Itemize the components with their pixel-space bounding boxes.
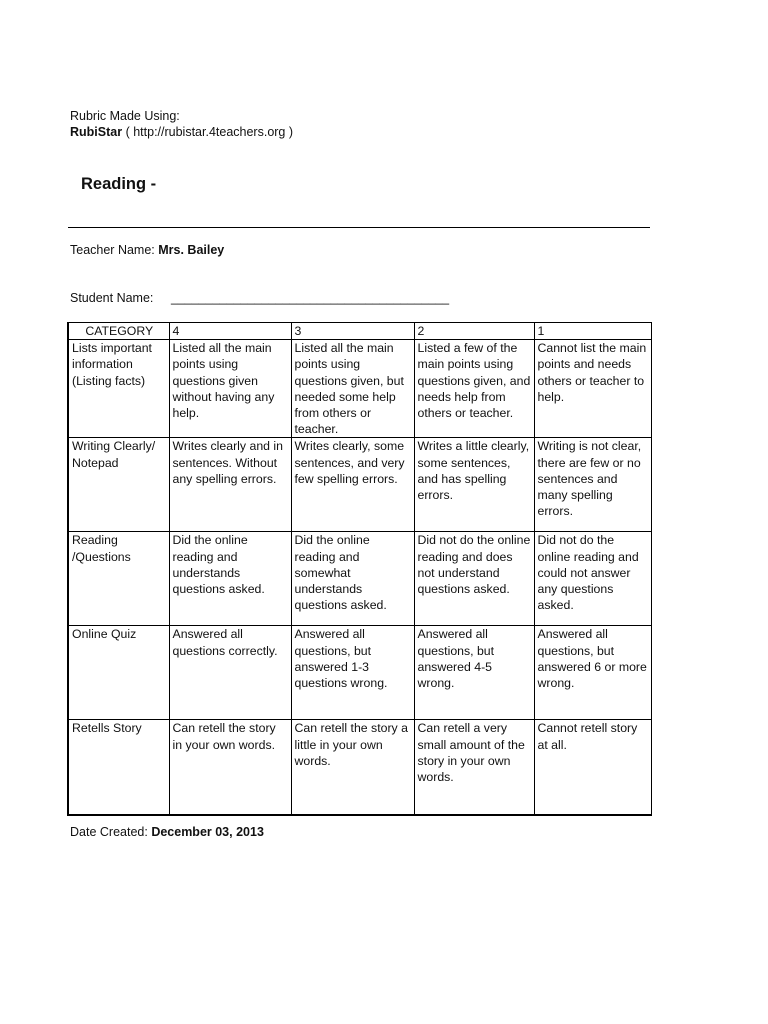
table-row (68, 340, 651, 438)
teacher-name-value: Mrs. Bailey (158, 243, 225, 257)
header-score-1: 1 (534, 323, 651, 340)
header-category: CATEGORY (68, 323, 169, 340)
rubric-header-row (68, 323, 651, 340)
teacher-name-line (70, 243, 224, 257)
row-category: Reading /Questions (68, 532, 169, 626)
date-created-value: December 03, 2013 (151, 825, 264, 839)
date-created-line (70, 825, 264, 839)
student-name-label: Student Name: (70, 291, 154, 305)
rubistar-url: ( http://rubistar.4teachers.org ) (125, 125, 294, 139)
table-row (68, 626, 651, 720)
student-name-blank: ________________________________________ (171, 291, 450, 305)
cell-score-3: Answered all questions, but answered 1-3 questions wrong. (291, 626, 414, 720)
page-title: Reading - (81, 175, 157, 193)
table-row (68, 438, 651, 532)
cell-score-2: Did not do the online reading and does not understand questions asked. (414, 532, 534, 626)
cell-score-3: Can retell the story a little in your own words. (291, 720, 414, 815)
rubistar-credit (70, 125, 293, 139)
cell-score-4: Did the online reading and understands questions asked. (169, 532, 291, 626)
rubistar-name: RubiStar (70, 125, 123, 139)
cell-score-2: Listed a few of the main points using questions given, and needs help from others or teacher. (414, 340, 534, 438)
cell-score-3: Writes clearly, some sentences, and very few spelling errors. (291, 438, 414, 532)
rubric-table (67, 322, 652, 816)
table-row (68, 532, 651, 626)
cell-score-3: Did the online reading and somewhat understands questions asked. (291, 532, 414, 626)
date-created-label: Date Created: (70, 825, 148, 839)
cell-score-1: Writing is not clear, there are few or no sentences and many spelling errors. (534, 438, 651, 532)
header-score-2: 2 (414, 323, 534, 340)
cell-score-2: Answered all questions, but answered 4-5 wrong. (414, 626, 534, 720)
title-divider (68, 227, 650, 228)
cell-score-4: Listed all the main points using questions given without having any help. (169, 340, 291, 438)
cell-score-3: Listed all the main points using questions given, but needed some help from others or teacher. (291, 340, 414, 438)
header-score-3: 3 (291, 323, 414, 340)
cell-score-1: Cannot list the main points and needs others or teacher to help. (534, 340, 651, 438)
row-category: Retells Story (68, 720, 169, 815)
header-score-4: 4 (169, 323, 291, 340)
cell-score-4: Can retell the story in your own words. (169, 720, 291, 815)
cell-score-4: Writes clearly and in sentences. Without any spelling errors. (169, 438, 291, 532)
cell-score-4: Answered all questions correctly. (169, 626, 291, 720)
table-row (68, 720, 651, 815)
row-category: Online Quiz (68, 626, 169, 720)
cell-score-1: Cannot retell story at all. (534, 720, 651, 815)
row-category: Lists important information (Listing facts) (68, 340, 169, 438)
cell-score-1: Did not do the online reading and could not answer any questions asked. (534, 532, 651, 626)
made-using-label: Rubric Made Using: (70, 109, 180, 123)
cell-score-2: Writes a little clearly, some sentences, and has spelling errors. (414, 438, 534, 532)
row-category: Writing Clearly/ Notepad (68, 438, 169, 532)
teacher-name-label: Teacher Name: (70, 243, 155, 257)
cell-score-2: Can retell a very small amount of the story in your own words. (414, 720, 534, 815)
cell-score-1: Answered all questions, but answered 6 or more wrong. (534, 626, 651, 720)
